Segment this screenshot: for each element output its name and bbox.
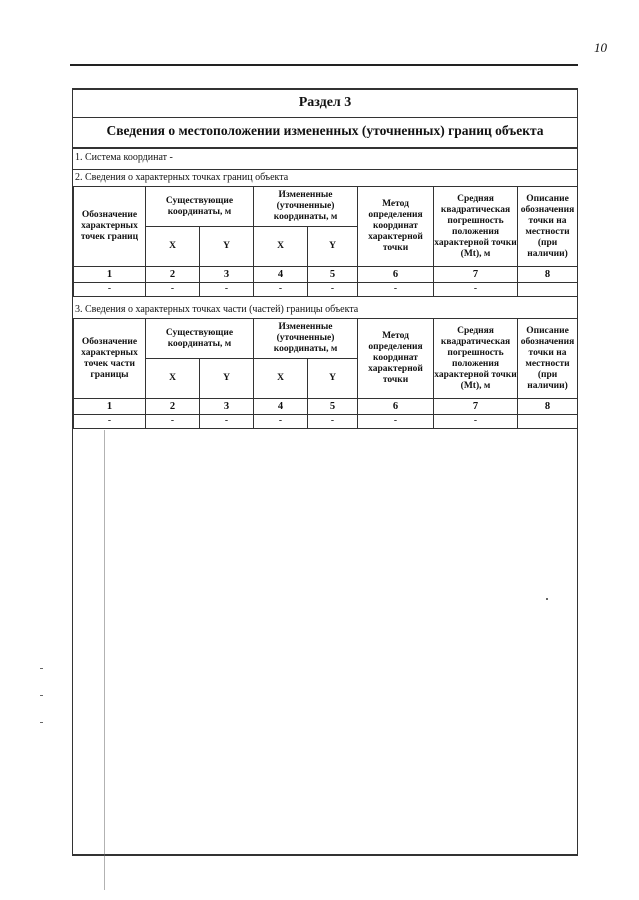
scan-artifact-dot bbox=[40, 722, 43, 723]
column-number: 5 bbox=[308, 267, 358, 283]
column-number: 3 bbox=[200, 399, 254, 415]
column-number: 5 bbox=[308, 399, 358, 415]
column-number: 2 bbox=[146, 399, 200, 415]
column-number-row bbox=[74, 267, 578, 283]
table-cell: - bbox=[358, 283, 434, 297]
header-description: Описание обозначения точки на местности (при наличии) bbox=[518, 319, 578, 399]
column-number: 1 bbox=[74, 267, 146, 283]
table-cell: - bbox=[74, 283, 146, 297]
column-number: 6 bbox=[358, 399, 434, 415]
header-existing-coords: Существующие координаты, м bbox=[146, 319, 254, 359]
top-rule bbox=[70, 64, 578, 66]
table-cell: - bbox=[434, 415, 518, 429]
header-designation: Обозначение характерных точек границ bbox=[74, 187, 146, 267]
page-number: 10 bbox=[594, 40, 607, 55]
table-cell bbox=[518, 283, 578, 297]
document-frame bbox=[72, 88, 578, 856]
header-existing-coords: Существующие координаты, м bbox=[146, 187, 254, 227]
header-accuracy: Средняя квадратическая погрешность положения характерной точки (Mt), м bbox=[434, 319, 518, 399]
section3-title: 3. Сведения о характерных точках части (частей) границы объекта bbox=[75, 304, 359, 315]
header-y: Y bbox=[200, 227, 254, 267]
column-number: 3 bbox=[200, 267, 254, 283]
table-cell: - bbox=[74, 415, 146, 429]
header-x: X bbox=[254, 359, 308, 399]
header-y: Y bbox=[308, 359, 358, 399]
divider bbox=[73, 169, 577, 170]
header-y: Y bbox=[308, 227, 358, 267]
table-cell: - bbox=[308, 415, 358, 429]
table-cell: - bbox=[308, 283, 358, 297]
table-cell: - bbox=[200, 415, 254, 429]
header-x: X bbox=[254, 227, 308, 267]
header-changed-coords: Измененные (уточненные) координаты, м bbox=[254, 187, 358, 227]
scan-artifact-dot bbox=[40, 668, 43, 669]
scan-artifact-dot bbox=[546, 598, 548, 600]
column-number: 4 bbox=[254, 399, 308, 415]
column-number: 7 bbox=[434, 267, 518, 283]
table-row bbox=[74, 283, 578, 297]
divider bbox=[73, 117, 577, 118]
table-cell: - bbox=[434, 283, 518, 297]
column-number: 8 bbox=[518, 267, 578, 283]
coordinate-system-line: 1. Система координат - bbox=[75, 152, 173, 163]
column-number: 2 bbox=[146, 267, 200, 283]
section-heading: Раздел 3 bbox=[298, 95, 352, 110]
divider bbox=[73, 147, 577, 149]
table-cell: - bbox=[254, 415, 308, 429]
column-number: 6 bbox=[358, 267, 434, 283]
table-cell: - bbox=[146, 283, 200, 297]
scan-artifact-line bbox=[104, 430, 105, 890]
column-number: 1 bbox=[74, 399, 146, 415]
table-row bbox=[74, 415, 578, 429]
table-cell: - bbox=[358, 415, 434, 429]
section-subheading: Сведения о местоположении измененных (уточненных) границ объекта bbox=[106, 123, 544, 138]
header-changed-coords: Измененные (уточненные) координаты, м bbox=[254, 319, 358, 359]
header-description: Описание обозначения точки на местности (при наличии) bbox=[518, 187, 578, 267]
header-x: X bbox=[146, 227, 200, 267]
header-method: Метод определения координат характерной точки bbox=[358, 187, 434, 267]
boundary-points-table bbox=[73, 186, 578, 297]
table-cell bbox=[518, 415, 578, 429]
header-y: Y bbox=[200, 359, 254, 399]
table-cell: - bbox=[200, 283, 254, 297]
header-x: X bbox=[146, 359, 200, 399]
column-number: 8 bbox=[518, 399, 578, 415]
column-number: 4 bbox=[254, 267, 308, 283]
scan-artifact-dot bbox=[40, 695, 43, 696]
column-number-row bbox=[74, 399, 578, 415]
header-method: Метод определения координат характерной точки bbox=[358, 319, 434, 399]
table-cell: - bbox=[146, 415, 200, 429]
header-accuracy: Средняя квадратическая погрешность положения характерной точки (Mt), м bbox=[434, 187, 518, 267]
header-designation: Обозначение характерных точек части границы bbox=[74, 319, 146, 399]
column-number: 7 bbox=[434, 399, 518, 415]
table-cell: - bbox=[254, 283, 308, 297]
section2-title: 2. Сведения о характерных точках границ объекта bbox=[75, 172, 289, 183]
part-boundary-points-table bbox=[73, 318, 578, 429]
